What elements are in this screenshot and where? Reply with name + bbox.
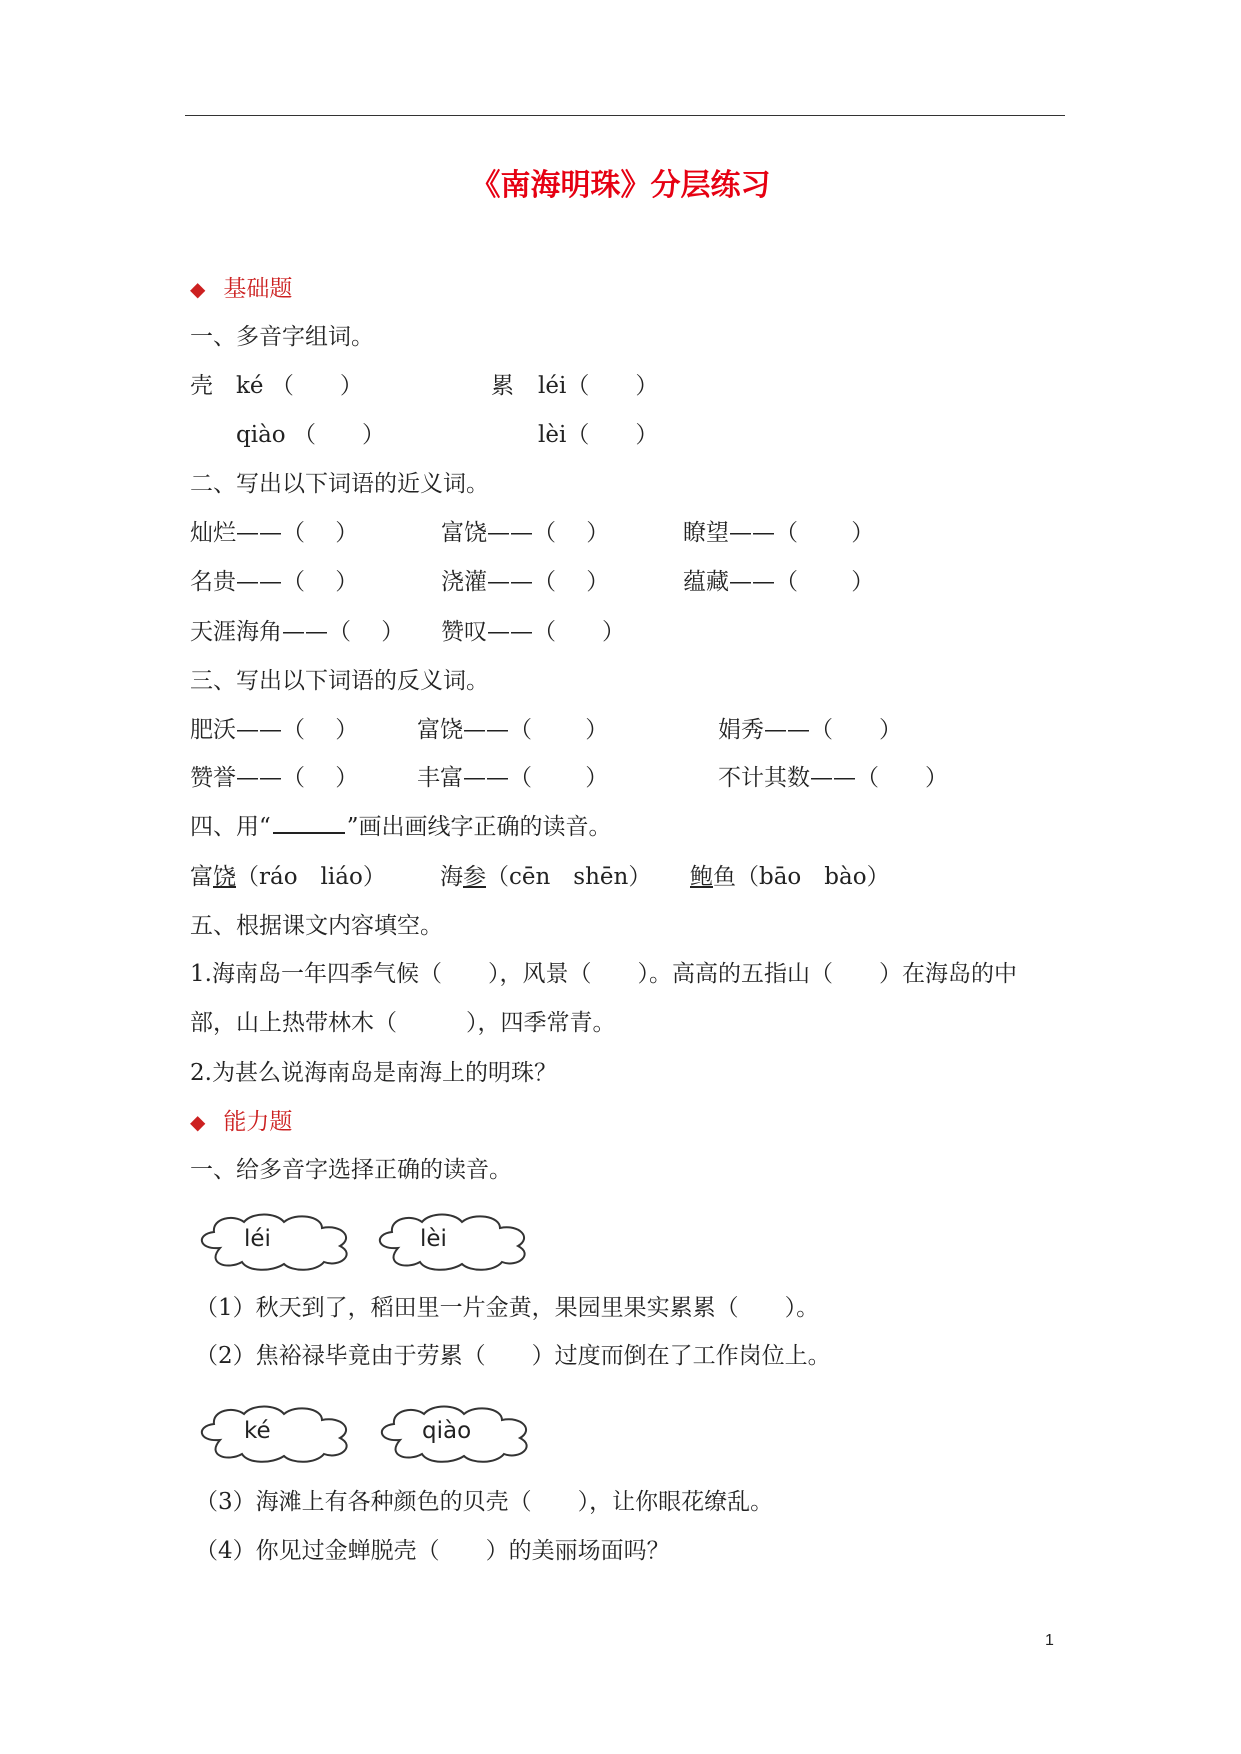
q4-word3-options: 鱼（bāo bào） xyxy=(713,864,890,890)
q1-row2b: lèi（ ） xyxy=(538,422,659,448)
q4-word3-underlined: 鲍 xyxy=(690,864,713,890)
q4-word1-prefix: 富 xyxy=(190,864,213,890)
q4-heading-suffix: ”画出画线字正确的读音。 xyxy=(346,814,612,840)
q4-word2-underlined: 参 xyxy=(463,864,486,890)
q2-heading: 二、写出以下词语的近义词。 xyxy=(190,471,489,497)
a1-heading: 一、给多音字选择正确的读音。 xyxy=(190,1157,512,1183)
a1-sentence4: （4）你见过金蝉脱壳（ ）的美丽场面吗？ xyxy=(195,1538,670,1564)
q3-heading: 三、写出以下词语的反义词。 xyxy=(190,668,489,694)
q2-item: 蕴藏——（ ） xyxy=(683,569,875,595)
q3-item: 不计其数——（ ） xyxy=(718,765,948,791)
q1-char2: 累 xyxy=(491,373,514,399)
q1-row1a: ké （ ） xyxy=(236,373,363,399)
q5-line3: 2.为甚么说海南岛是南海上的明珠？ xyxy=(190,1060,557,1086)
q1-row1b: qiào （ ） xyxy=(236,422,385,448)
cloud-shape xyxy=(192,1208,360,1272)
q2-item: 名贵——（ ） xyxy=(190,569,359,595)
q4-word1-underlined: 饶 xyxy=(213,864,236,890)
a1-sentence2: （2）焦裕禄毕竟由于劳累（ ）过度而倒在了工作岗位上。 xyxy=(195,1343,831,1369)
cloud-shape xyxy=(370,1208,538,1272)
q2-item: 富饶——（ ） xyxy=(441,520,610,546)
section-basic-label: 基础题 xyxy=(223,276,293,302)
q2-item: 浇灌——（ ） xyxy=(441,569,610,595)
page-title: 《南海明珠》分层练习 xyxy=(470,168,771,203)
q4-word2-prefix: 海 xyxy=(440,864,463,890)
q2-item: 灿烂——（ ） xyxy=(190,520,359,546)
cloud-pinyin: léi xyxy=(244,1226,271,1252)
q4-heading-prefix: 四、用“ xyxy=(190,814,271,840)
q5-line2: 部，山上热带林木（ ），四季常青。 xyxy=(190,1010,616,1036)
section-basic xyxy=(190,274,292,304)
q2-item: 天涯海角——（ ） xyxy=(190,619,405,645)
cloud-shape xyxy=(192,1400,360,1464)
cloud-pinyin: qiào xyxy=(422,1418,472,1444)
a1-sentence3: （3）海滩上有各种颜色的贝壳（ ），让你眼花缭乱。 xyxy=(195,1489,774,1515)
q5-line1: 1.海南岛一年四季气候（ ），风景（ ）。高高的五指山（ ）在海岛的中 xyxy=(190,961,1017,987)
q3-item: 富饶——（ ） xyxy=(417,717,609,743)
page-number: 1 xyxy=(1045,1632,1054,1649)
q4-heading xyxy=(190,812,612,842)
q1-char1: 壳 xyxy=(190,373,213,399)
section-ability xyxy=(190,1107,292,1137)
q4-word2-options: （cēn shēn） xyxy=(486,864,652,890)
q3-item: 娟秀——（ ） xyxy=(718,717,902,743)
section-ability-label: 能力题 xyxy=(223,1109,293,1135)
cloud-pinyin: ké xyxy=(244,1418,271,1444)
q3-item: 赞誉——（ ） xyxy=(190,765,359,791)
q4-word2 xyxy=(440,862,651,892)
cloud-pinyin: lèi xyxy=(420,1226,447,1252)
q3-item: 肥沃——（ ） xyxy=(190,717,359,743)
q4-word1 xyxy=(190,862,386,892)
underline-sample xyxy=(273,812,345,834)
q1-row2a: léi（ ） xyxy=(538,373,659,399)
q2-item: 赞叹——（ ） xyxy=(441,619,625,645)
q3-item: 丰富——（ ） xyxy=(417,765,609,791)
a1-sentence1: （1）秋天到了，稻田里一片金黄，果园里果实累累（ ）。 xyxy=(195,1295,820,1321)
diamond-icon: ◆ xyxy=(190,277,206,301)
q2-item: 瞭望——（ ） xyxy=(683,520,875,546)
q4-word3 xyxy=(690,862,890,892)
diamond-icon: ◆ xyxy=(190,1110,206,1134)
q4-word1-options: （ráo liáo） xyxy=(236,864,386,890)
cloud-shape xyxy=(372,1400,540,1464)
header-rule xyxy=(185,115,1065,116)
q5-heading: 五、根据课文内容填空。 xyxy=(190,913,443,939)
q1-heading: 一、多音字组词。 xyxy=(190,324,374,350)
